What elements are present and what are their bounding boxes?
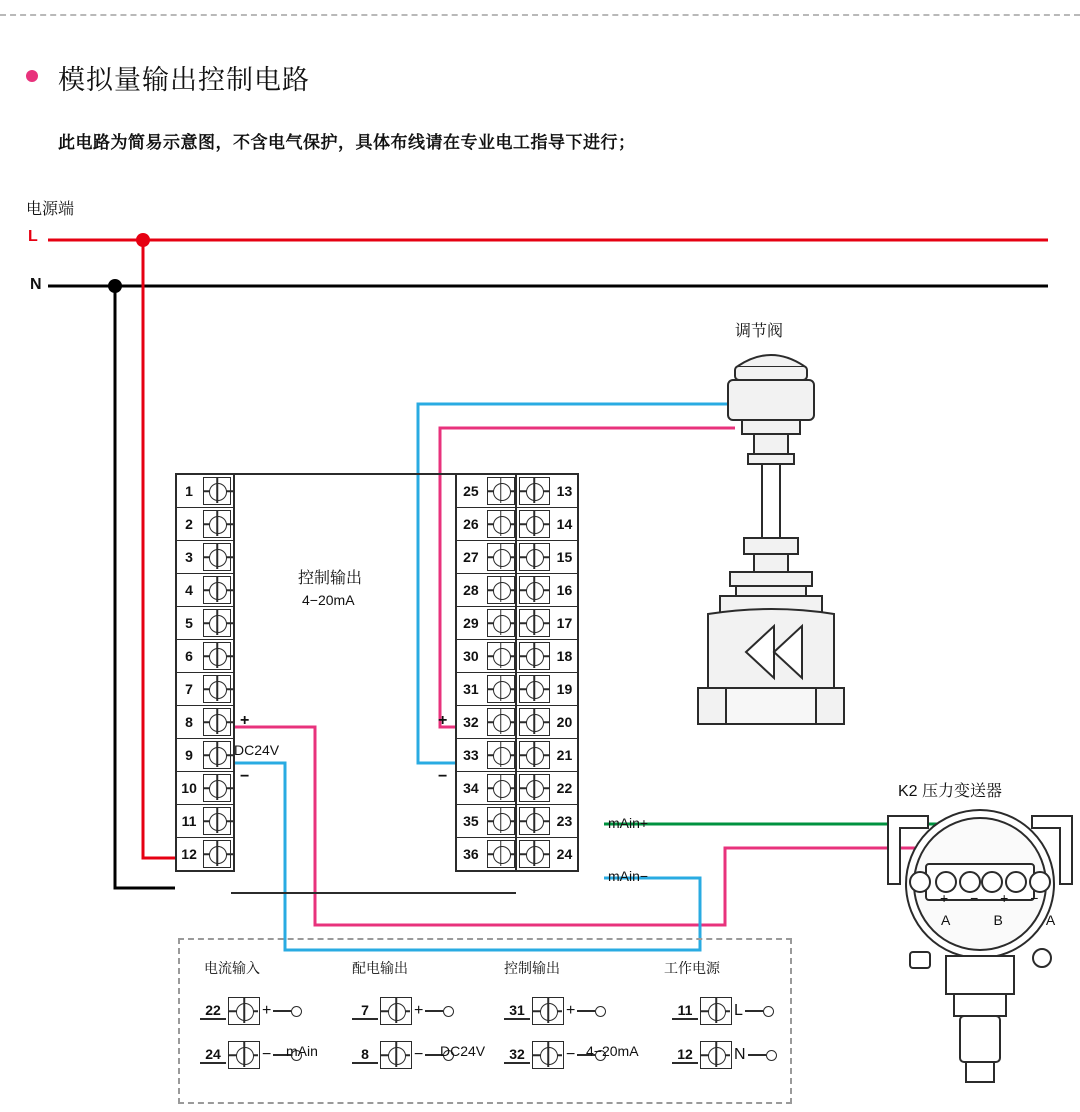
screw-terminal[interactable] bbox=[203, 774, 231, 802]
terminal-row[interactable] bbox=[177, 607, 233, 640]
screw-terminal[interactable] bbox=[519, 543, 550, 571]
terminal-number: 16 bbox=[556, 582, 573, 598]
screw-terminal bbox=[228, 997, 260, 1025]
terminal-row[interactable] bbox=[177, 574, 233, 607]
terminal-number: 2 bbox=[185, 516, 193, 532]
terminal-row[interactable] bbox=[177, 673, 233, 706]
terminal-number: 14 bbox=[556, 516, 573, 532]
screw-terminal[interactable] bbox=[519, 807, 550, 835]
transmitter-terminal-groups: A B A bbox=[941, 912, 1076, 928]
legend-sign: + bbox=[566, 1002, 576, 1019]
legend-title-3: 工作电源 bbox=[664, 960, 720, 976]
legend-title-1: 配电输出 bbox=[352, 960, 408, 976]
transmitter-label: K2 压力变送器 bbox=[898, 783, 1003, 800]
terminal-number: 31 bbox=[463, 681, 479, 697]
control-output-label-line2: 4−20mA bbox=[302, 592, 355, 608]
screw-terminal bbox=[228, 1041, 260, 1069]
terminal-row[interactable] bbox=[517, 574, 577, 607]
screw-terminal[interactable] bbox=[487, 510, 515, 538]
terminal-number: 11 bbox=[181, 813, 197, 829]
screw-terminal[interactable] bbox=[487, 840, 515, 868]
terminal-row[interactable] bbox=[457, 706, 517, 739]
control-valve-icon bbox=[690, 352, 930, 772]
screw-terminal[interactable] bbox=[203, 807, 231, 835]
terminal-number: 35 bbox=[463, 813, 479, 829]
terminal-number: 4 bbox=[185, 582, 193, 598]
screw-terminal bbox=[700, 1041, 732, 1069]
terminal-row[interactable] bbox=[177, 706, 233, 739]
screw-terminal[interactable] bbox=[519, 510, 550, 538]
terminal-row[interactable] bbox=[177, 475, 233, 508]
legend-note-1: DC24V bbox=[440, 1043, 486, 1059]
live-label: L bbox=[28, 228, 38, 245]
terminal-block-mid bbox=[455, 473, 519, 872]
legend-title-0: 电流输入 bbox=[204, 960, 260, 976]
terminal-row[interactable] bbox=[517, 739, 577, 772]
terminal-number: 26 bbox=[463, 516, 479, 532]
screw-terminal[interactable] bbox=[487, 477, 515, 505]
valve-label: 调节阀 bbox=[735, 323, 784, 340]
terminal-number: 9 bbox=[185, 747, 193, 763]
terminal-row[interactable] bbox=[457, 838, 517, 870]
dc24v-minus-sign: − bbox=[240, 768, 250, 785]
terminal-number: 12 bbox=[181, 846, 197, 862]
legend-terminal-number: 11 bbox=[672, 1002, 698, 1020]
neutral-label: N bbox=[30, 276, 42, 293]
terminal-row[interactable] bbox=[517, 508, 577, 541]
screw-terminal[interactable] bbox=[203, 642, 231, 670]
terminal-row[interactable] bbox=[177, 739, 233, 772]
legend-note-2: 4−20mA bbox=[586, 1043, 639, 1059]
legend-sign: + bbox=[262, 1002, 272, 1019]
terminal-number: 29 bbox=[463, 615, 479, 631]
legend-group-power-output bbox=[352, 996, 454, 1070]
legend-terminal-number: 8 bbox=[352, 1046, 378, 1064]
terminal-row[interactable] bbox=[517, 772, 577, 805]
legend-note-0: mAin bbox=[286, 1043, 318, 1059]
terminal-row[interactable] bbox=[517, 475, 577, 508]
terminal-number: 22 bbox=[556, 780, 573, 796]
terminal-block-left bbox=[175, 473, 235, 872]
dc24v-label: DC24V bbox=[234, 742, 280, 758]
mAin-plus-label: mAin+ bbox=[608, 815, 649, 831]
power-source-label: 电源端 bbox=[26, 201, 75, 218]
legend-title-2: 控制输出 bbox=[504, 960, 560, 976]
terminal-row[interactable] bbox=[177, 541, 233, 574]
terminal-number: 5 bbox=[185, 615, 193, 631]
terminal-number: 27 bbox=[463, 549, 479, 565]
terminal-row[interactable] bbox=[457, 607, 517, 640]
screw-terminal[interactable] bbox=[487, 543, 515, 571]
screw-terminal[interactable] bbox=[519, 708, 550, 736]
screw-terminal[interactable] bbox=[487, 741, 515, 769]
terminal-number: 7 bbox=[185, 681, 193, 697]
terminal-row[interactable] bbox=[457, 772, 517, 805]
page-title: 模拟量输出控制电路 bbox=[58, 65, 310, 95]
screw-terminal[interactable] bbox=[203, 477, 231, 505]
terminal-number: 19 bbox=[556, 681, 573, 697]
screw-terminal[interactable] bbox=[203, 741, 231, 769]
screw-terminal[interactable] bbox=[519, 741, 550, 769]
page-subtitle: 此电路为简易示意图，不含电气保护，具体布线请在专业电工指导下进行； bbox=[58, 133, 636, 152]
terminal-row[interactable] bbox=[177, 508, 233, 541]
screw-terminal[interactable] bbox=[519, 642, 550, 670]
terminal-number: 30 bbox=[463, 648, 479, 664]
terminal-number: 10 bbox=[181, 780, 197, 796]
pressure-transmitter-icon bbox=[880, 806, 1080, 1106]
screw-terminal[interactable] bbox=[487, 609, 515, 637]
terminal-row[interactable] bbox=[457, 739, 517, 772]
legend-terminal-number: 12 bbox=[672, 1046, 698, 1064]
legend-sign: − bbox=[414, 1046, 424, 1063]
legend-sign: L bbox=[734, 1002, 743, 1019]
screw-terminal[interactable] bbox=[519, 609, 550, 637]
dc24v-plus-sign: + bbox=[240, 712, 250, 729]
screw-terminal[interactable] bbox=[203, 840, 231, 868]
terminal-number: 25 bbox=[463, 483, 479, 499]
terminal-number: 8 bbox=[185, 714, 193, 730]
terminal-number: 24 bbox=[556, 846, 573, 862]
terminal-row[interactable] bbox=[177, 805, 233, 838]
mAin-minus-label: mAin− bbox=[608, 868, 649, 884]
control-output-label-line1: 控制输出 bbox=[298, 570, 363, 587]
terminal-number: 33 bbox=[463, 747, 479, 763]
screw-terminal[interactable] bbox=[487, 642, 515, 670]
terminal-number: 18 bbox=[556, 648, 573, 664]
legend-terminal-number: 24 bbox=[200, 1046, 226, 1064]
terminal-row[interactable] bbox=[457, 475, 517, 508]
control-output-plus-sign: + bbox=[438, 712, 448, 729]
screw-terminal bbox=[532, 997, 564, 1025]
legend-sign: − bbox=[262, 1046, 272, 1063]
legend-sign: − bbox=[566, 1046, 576, 1063]
screw-terminal bbox=[700, 997, 732, 1025]
legend-terminal-number: 7 bbox=[352, 1002, 378, 1020]
screw-terminal bbox=[380, 997, 412, 1025]
terminal-row[interactable] bbox=[177, 772, 233, 805]
terminal-row[interactable] bbox=[517, 838, 577, 870]
terminal-number: 23 bbox=[556, 813, 573, 829]
screw-terminal[interactable] bbox=[487, 675, 515, 703]
legend-group-working-power bbox=[672, 996, 777, 1070]
terminal-row[interactable] bbox=[517, 706, 577, 739]
terminal-number: 21 bbox=[556, 747, 573, 763]
transmitter-terminal-signs: + − + − bbox=[940, 890, 1048, 906]
screw-terminal[interactable] bbox=[519, 840, 550, 868]
terminal-number: 17 bbox=[556, 615, 573, 631]
terminal-row[interactable] bbox=[517, 673, 577, 706]
terminal-row[interactable] bbox=[517, 541, 577, 574]
screw-terminal[interactable] bbox=[519, 576, 550, 604]
terminal-row[interactable] bbox=[457, 574, 517, 607]
terminal-number: 6 bbox=[185, 648, 193, 664]
terminal-number: 32 bbox=[463, 714, 479, 730]
terminal-row[interactable] bbox=[457, 640, 517, 673]
terminal-row[interactable] bbox=[457, 673, 517, 706]
terminal-row[interactable] bbox=[457, 508, 517, 541]
legend-terminal-number: 31 bbox=[504, 1002, 530, 1020]
control-output-minus-sign: − bbox=[438, 768, 448, 785]
terminal-number: 20 bbox=[556, 714, 573, 730]
terminal-row[interactable] bbox=[177, 838, 233, 870]
terminal-number: 1 bbox=[185, 483, 193, 499]
terminal-row[interactable] bbox=[457, 805, 517, 838]
screw-terminal[interactable] bbox=[203, 576, 231, 604]
screw-terminal[interactable] bbox=[203, 708, 231, 736]
screw-terminal[interactable] bbox=[519, 477, 550, 505]
terminal-row[interactable] bbox=[517, 640, 577, 673]
screw-terminal[interactable] bbox=[487, 774, 515, 802]
screw-terminal[interactable] bbox=[203, 609, 231, 637]
screw-terminal[interactable] bbox=[203, 543, 231, 571]
terminal-number: 36 bbox=[463, 846, 479, 862]
terminal-number: 13 bbox=[556, 483, 573, 499]
screw-terminal bbox=[532, 1041, 564, 1069]
terminal-number: 3 bbox=[185, 549, 193, 565]
screw-terminal[interactable] bbox=[487, 807, 515, 835]
screw-terminal bbox=[380, 1041, 412, 1069]
legend-sign: + bbox=[414, 1002, 424, 1019]
terminal-number: 34 bbox=[463, 780, 479, 796]
screw-terminal[interactable] bbox=[519, 774, 550, 802]
screw-terminal[interactable] bbox=[487, 708, 515, 736]
legend-terminal-number: 32 bbox=[504, 1046, 530, 1064]
terminal-row[interactable] bbox=[457, 541, 517, 574]
screw-terminal[interactable] bbox=[487, 576, 515, 604]
screw-terminal[interactable] bbox=[203, 675, 231, 703]
legend-sign: N bbox=[734, 1046, 746, 1063]
legend-terminal-number: 22 bbox=[200, 1002, 226, 1020]
screw-terminal[interactable] bbox=[203, 510, 231, 538]
terminal-number: 28 bbox=[463, 582, 479, 598]
screw-terminal[interactable] bbox=[519, 675, 550, 703]
terminal-block-right bbox=[515, 473, 579, 872]
terminal-row[interactable] bbox=[517, 607, 577, 640]
terminal-row[interactable] bbox=[177, 640, 233, 673]
terminal-number: 15 bbox=[556, 549, 573, 565]
terminal-row[interactable] bbox=[517, 805, 577, 838]
